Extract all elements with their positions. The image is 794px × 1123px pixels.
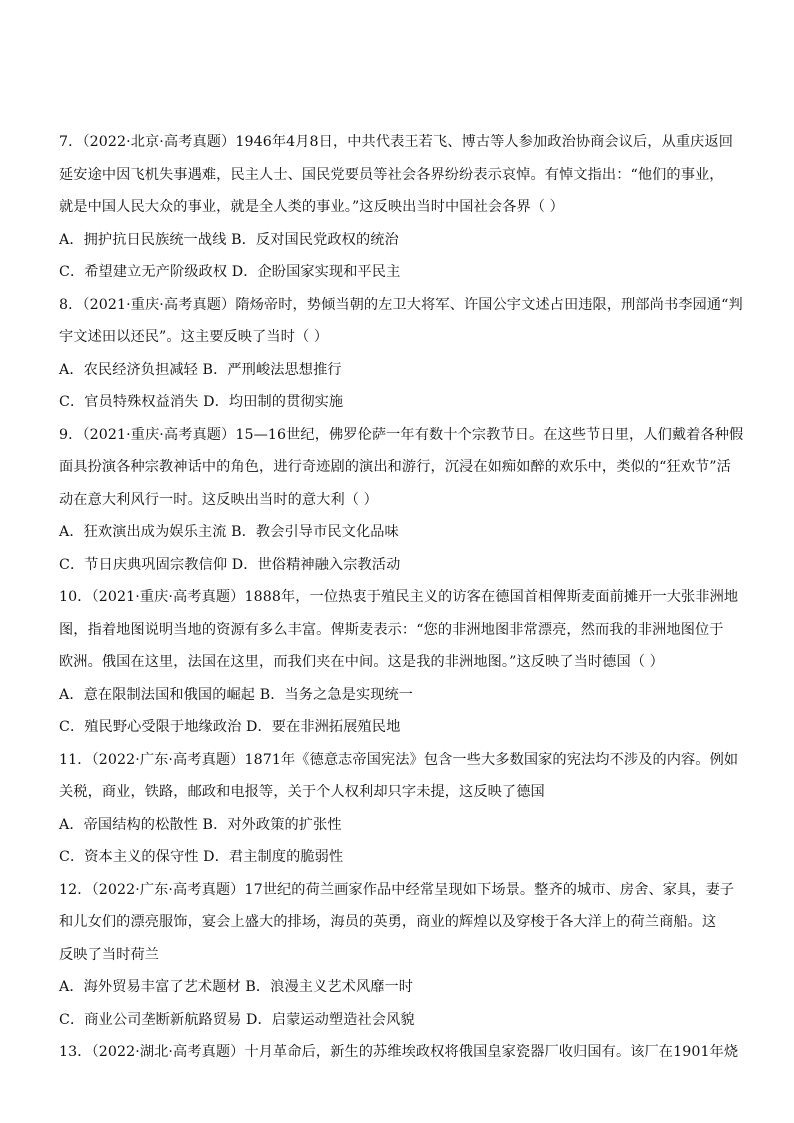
question-text-line: 8．（2021·重庆·高考真题）隋炀帝时，势倾当朝的左卫大将军、许国公宇文述占田违限，刑部尚书李园通“判	[59, 296, 743, 313]
answer-options-line: A．海外贸易丰富了艺术题材 B．浪漫主义艺术风靡一时	[59, 979, 414, 995]
question-text-line: 欧洲。俄国在这里，法国在这里，而我们夹在中间。这是我的非洲地图。”这反映了当时德国（ ）	[59, 654, 664, 670]
question-9	[59, 419, 744, 582]
answer-options-line: C．节日庆典巩固宗教信仰 D．世俗精神融入宗教活动	[59, 556, 401, 573]
answer-options-line: C．资本主义的保守性 D．君主制度的脆弱性	[59, 849, 344, 865]
answer-options-line: A．帝国结构的松散性 B．对外政策的扩张性	[59, 816, 342, 833]
question-text-line: 图，指着地图说明当地的资源有多么丰富。俾斯麦表示：“您的非洲地图非常漂亮，然而我的非洲地图位于	[59, 621, 724, 638]
question-text-line: 关税，商业，铁路，邮政和电报等，关于个人权利却只字未提，这反映了德国	[59, 784, 545, 800]
question-text-line: 9．（2021·重庆·高考真题）15—16世纪，佛罗伦萨一年有数十个宗教节日。在这些节日里，人们戴着各种假	[59, 426, 744, 443]
question-10	[59, 581, 739, 744]
question-text-line: 延安途中因飞机失事遇难，民主人士、国民党要员等社会各界纷纷表示哀悼。有悼文指出：“他们的事业，	[59, 166, 724, 183]
question-8	[59, 289, 743, 419]
question-text-line: 动在意大利风行一时。这反映出当时的意大利（ ）	[59, 491, 378, 508]
question-text-line: 7．（2022·北京·高考真题）1946年4月8日，中共代表王若飞、博古等人参加政治协商会议后，从重庆返回	[59, 134, 734, 150]
answer-options-line: A．意在限制法国和俄国的崛起 B．当务之急是实现统一	[59, 686, 414, 703]
answer-options-line: A．拥护抗日民族统一战线 B．反对国民党政权的统治	[59, 231, 399, 248]
question-text-line: 10．（2021·重庆·高考真题）1888年，一位热衷于殖民主义的访客在德国首相俾斯麦面前摊开一大张非洲地	[59, 589, 739, 605]
question-text-line: 宇文述田以还民”。这主要反映了当时（ ）	[59, 329, 329, 345]
question-text-line: 12．（2022·广东·高考真题）17世纪的荷兰画家作品中经常呈现如下场景。整齐的城市、房舍、家具，妻子	[59, 881, 735, 898]
question-text-line: 11．（2022·广东·高考真题）1871年《德意志帝国宪法》包含一些大多数国家的宪法均不涉及的内容。例如	[59, 751, 739, 768]
question-list	[59, 126, 744, 1069]
question-text-line: 就是中国人民大众的事业，就是全人类的事业。”这反映出当时中国社会各界（ ）	[59, 199, 564, 215]
answer-options-line: C．官员特殊权益消失 D．均田制的贯彻实施	[59, 394, 344, 410]
answer-options-line: A．狂欢演出成为娱乐主流 B．教会引导市民文化品味	[59, 524, 399, 540]
question-7	[59, 126, 739, 289]
question-text-line: 和儿女们的漂亮服饰，宴会上盛大的排场，海员的英勇，商业的辉煌以及穿梭于各大洋上的荷兰商船。这	[59, 914, 717, 930]
question-text-line: 面具扮演各种宗教神话中的角色，进行奇迹剧的演出和游行，沉浸在如痴如醉的欢乐中，类似的“狂欢节”活	[59, 459, 731, 475]
question-text-line: 反映了当时荷兰	[59, 946, 160, 963]
answer-options-line: C．殖民野心受限于地缘政治 D．要在非洲拓展殖民地	[59, 719, 401, 735]
question-text-line: 13．（2022·湖北·高考真题）十月革命后，新生的苏维埃政权将俄国皇家瓷器厂收归国有。该厂在1901年烧	[59, 1044, 739, 1060]
question-12	[59, 874, 739, 1037]
question-11	[59, 744, 739, 874]
answer-options-line: A．农民经济负担减轻 B．严刑峻法思想推行	[59, 361, 342, 378]
answer-options-line: C．希望建立无产阶级政权 D．企盼国家实现和平民主	[59, 264, 401, 280]
answer-options-line: C．商业公司垄断新航路贸易 D．启蒙运动塑造社会风貌	[59, 1011, 415, 1028]
question-13	[59, 1036, 739, 1069]
